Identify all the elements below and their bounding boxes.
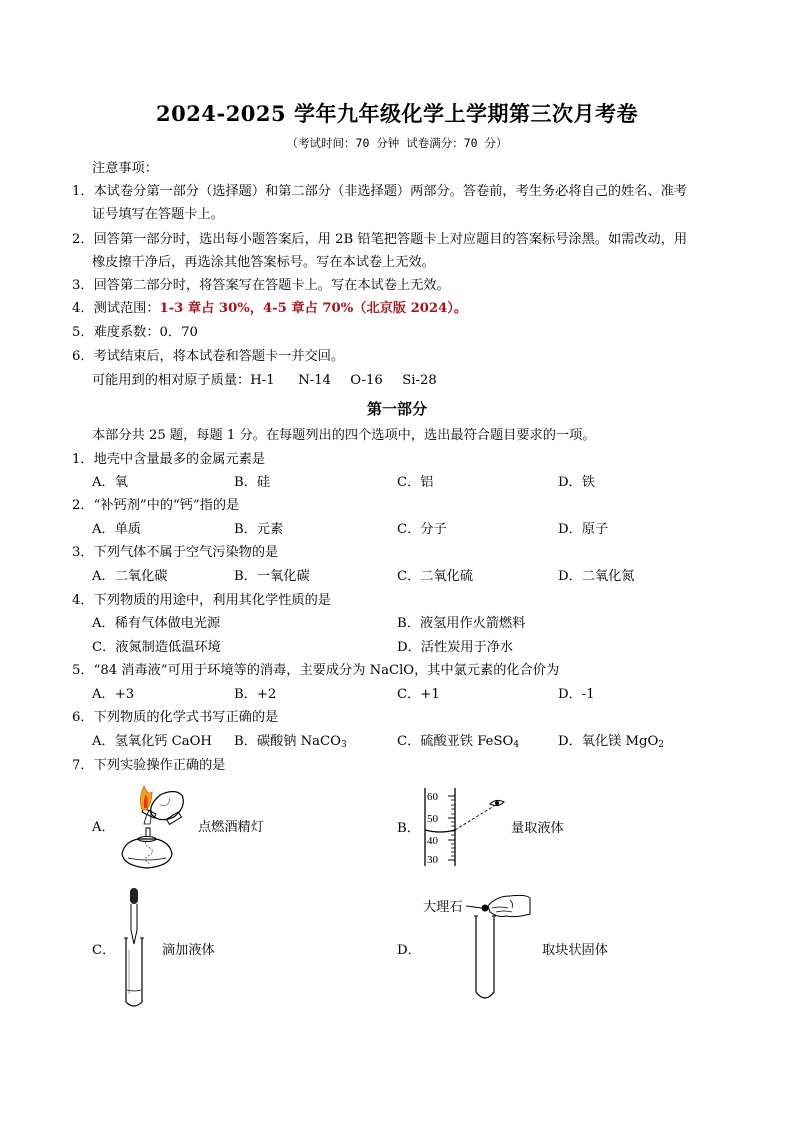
q6-option-a xyxy=(92,733,212,750)
formula-subscript: 2 xyxy=(658,740,665,750)
exam-subtitle: （考试时间：70 分钟 试卷满分：70 分） xyxy=(286,136,508,150)
q3-option-b: B．一氧化碳 xyxy=(234,569,310,584)
marble-test-tube-figure xyxy=(466,888,534,1006)
q7-option-d-caption: 取块状固体 xyxy=(542,943,608,958)
cylinder-tick-label: 30 xyxy=(427,854,438,866)
measuring-cylinder-figure xyxy=(418,784,508,868)
cylinder-tick-label: 50 xyxy=(427,813,438,825)
question-number: 6． xyxy=(72,710,94,725)
q7-option-a-letter: A． xyxy=(92,820,115,835)
q5-option-c: C．+1 xyxy=(397,687,440,702)
q1-option-d: D．铁 xyxy=(558,475,595,490)
question-number: 1． xyxy=(72,452,94,467)
atomic-mass-si: Si-28 xyxy=(402,373,437,388)
alcohol-lamp-lighting-figure xyxy=(112,782,198,874)
q3-option-c: C．二氧化硫 xyxy=(397,569,474,584)
question-number: 3． xyxy=(72,545,94,560)
formula-subscript: 4 xyxy=(513,740,520,750)
q2-option-b: B．元素 xyxy=(234,522,284,537)
note-text: 测试范围： xyxy=(93,301,160,316)
note-4 xyxy=(72,300,467,317)
section-intro: 本部分共 25 题，每题 1 分。在每题列出的四个选项中，选出最符合题目要求的一项。 xyxy=(92,428,596,443)
note-3 xyxy=(72,277,450,294)
question-stem: “84 消毒液”可用于环境等的消毒，主要成分为 NaClO，其中氯元素的化合价为 xyxy=(93,663,560,678)
marble-label: 大理石 xyxy=(423,900,463,915)
option-label: A．氢氧化钙 CaOH xyxy=(92,734,212,749)
question-1 xyxy=(72,451,265,468)
notes-heading: 注意事项： xyxy=(92,161,158,176)
q2-option-a: A．单质 xyxy=(92,522,142,537)
q4-option-d: D．活性炭用于净水 xyxy=(397,640,514,655)
question-2 xyxy=(72,497,239,514)
note-2-cont: 橡皮擦干净后，再选涂其他答案标号。写在本试卷上无效。 xyxy=(92,255,435,270)
question-number: 4． xyxy=(72,593,94,608)
question-stem: 下列气体不属于空气污染物的是 xyxy=(93,545,279,560)
note-number: 5． xyxy=(72,325,94,340)
question-stem: 下列物质的用途中，利用其化学性质的是 xyxy=(93,593,331,608)
atomic-mass-h: H-1 xyxy=(250,373,275,388)
cylinder-tick-label: 40 xyxy=(427,835,438,847)
note-1 xyxy=(72,183,687,200)
note-number: 2． xyxy=(72,232,94,247)
section-title: 第一部分 xyxy=(366,400,427,418)
dropper-test-tube-figure xyxy=(118,886,152,1012)
note-number: 6． xyxy=(72,349,94,364)
atomic-masses-label: 可能用到的相对原子质量： xyxy=(92,373,251,388)
note-number: 4． xyxy=(72,301,94,316)
q7-option-b-caption: 量取液体 xyxy=(511,821,564,836)
question-stem: 地壳中含量最多的金属元素是 xyxy=(93,452,266,467)
q3-option-a: A．二氧化碳 xyxy=(92,569,168,584)
q6-option-d xyxy=(558,733,664,754)
note-text: 难度系数：0．70 xyxy=(93,325,198,340)
q1-option-a: A．氧 xyxy=(92,475,128,490)
question-7 xyxy=(72,757,225,774)
question-number: 5． xyxy=(72,663,94,678)
note-number: 3． xyxy=(72,278,94,293)
atomic-masses xyxy=(92,372,437,389)
q5-option-d: D．-1 xyxy=(558,687,595,702)
question-stem: “补钙剂”中的“钙”指的是 xyxy=(93,498,240,513)
option-label: D．氧化镁 MgO xyxy=(558,734,659,749)
option-label: B．碳酸钠 NaCO xyxy=(234,734,341,749)
question-number: 2． xyxy=(72,498,94,513)
test-range-highlight: 1-3 章占 30%，4-5 章占 70%（北京版 2024）。 xyxy=(159,301,468,316)
q2-option-c: C．分子 xyxy=(397,522,447,537)
q7-option-c-letter: C． xyxy=(92,943,116,958)
q5-option-a: A．+3 xyxy=(92,687,135,702)
q6-option-c xyxy=(397,733,519,754)
question-3 xyxy=(72,544,278,561)
q2-option-d: D．原子 xyxy=(558,522,609,537)
q6-option-b xyxy=(234,733,347,754)
atomic-mass-o: O-16 xyxy=(350,373,383,388)
question-5 xyxy=(72,662,559,679)
q7-option-a-caption: 点燃酒精灯 xyxy=(198,820,264,835)
q4-option-b: B．液氢用作火箭燃料 xyxy=(397,616,526,631)
q3-option-d: D．二氧化氮 xyxy=(558,569,635,584)
q5-option-b: B．+2 xyxy=(234,687,277,702)
note-text: 回答第二部分时，将答案写在答题卡上。写在本试卷上无效。 xyxy=(93,278,450,293)
exam-title: 2024-2025 学年九年级化学上学期第三次月考卷 xyxy=(156,101,638,126)
note-5 xyxy=(72,324,198,341)
option-label: C．硫酸亚铁 FeSO xyxy=(397,734,514,749)
question-stem: 下列实验操作正确的是 xyxy=(93,758,226,773)
note-text: 回答第一部分时，选出每小题答案后，用 2B 铅笔把答题卡上对应题目的答案标号涂黑。如需改动，用 xyxy=(93,232,688,247)
question-4 xyxy=(72,592,331,609)
note-6 xyxy=(72,348,344,365)
cylinder-tick-label: 60 xyxy=(427,791,438,803)
q7-option-d-letter: D． xyxy=(397,943,421,958)
q1-option-c: C．铝 xyxy=(397,475,434,490)
note-text: 本试卷分第一部分（选择题）和第二部分（非选择题）两部分。答卷前，考生务必将自己的姓名、准考 xyxy=(93,184,688,199)
question-stem: 下列物质的化学式书写正确的是 xyxy=(93,710,279,725)
note-number: 1． xyxy=(72,184,94,199)
atomic-mass-n: N-14 xyxy=(298,373,332,388)
q7-option-b-letter: B． xyxy=(397,821,420,836)
note-text: 考试结束后，将本试卷和答题卡一并交回。 xyxy=(93,349,345,364)
question-number: 7． xyxy=(72,758,94,773)
note-2 xyxy=(72,231,687,248)
q7-option-c-caption: 滴加液体 xyxy=(162,943,215,958)
q1-option-b: B．硅 xyxy=(234,475,271,490)
formula-subscript: 3 xyxy=(340,740,347,750)
q4-option-a: A．稀有气体做电光源 xyxy=(92,616,221,631)
note-1-cont: 证号填写在答题卡上。 xyxy=(92,207,224,222)
question-6 xyxy=(72,709,278,726)
q4-option-c: C．液氮制造低温环境 xyxy=(92,640,221,655)
